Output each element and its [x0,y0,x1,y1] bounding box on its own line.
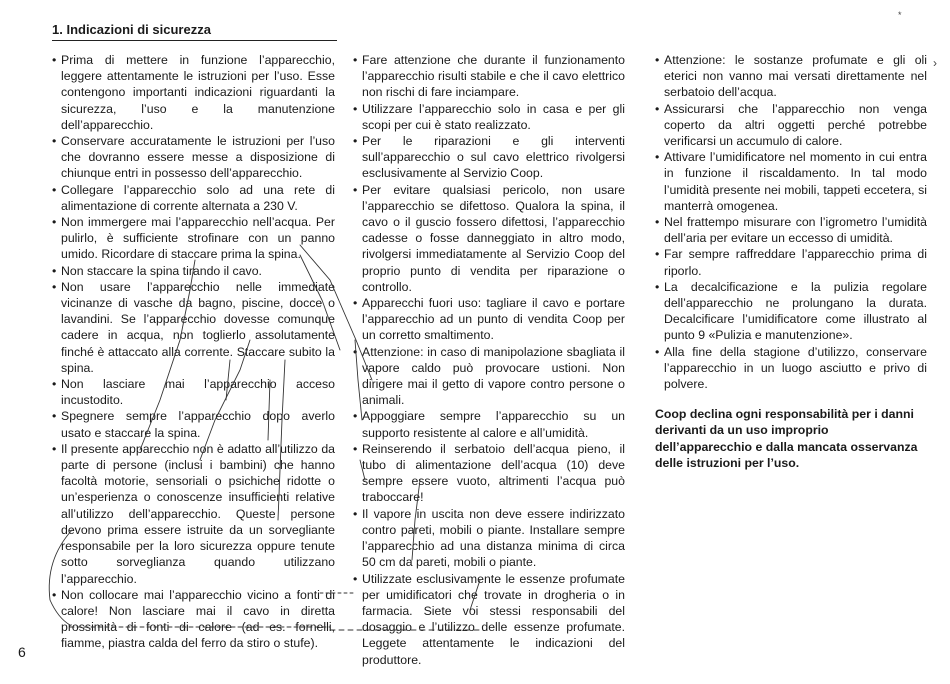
list-item: • Il presente apparecchio non è adatto all’utilizzo da parte di persone (inclusi i bambini) che hanno facoltà motorie, sensoriali o psichiche ridotte o un’esperienza o conoscenze insufficienti relative all’utilizzo dell’apparecchio. Queste persone devono prima essere istruite da un sorvegliante responsabile per la loro sicurezza oppure tenute sotto sorveglianza quando utilizzano l’apparecchio. [52,441,335,587]
list-item: • Far sempre raffreddare l’apparecchio prima di riporlo. [655,246,927,278]
stray-mark: › [933,56,937,70]
list-item: • Conservare accuratamente le istruzioni per l’uso che dovranno essere messe a disposizione di chiunque entri in possesso dell’apparecchio. [52,133,335,182]
list-item: • Non staccare la spina tirando il cavo. [52,263,335,279]
list-item: • Utilizzare l’apparecchio solo in casa e per gli scopi per cui è stato realizzato. [353,101,625,133]
list-item: • Attenzione: le sostanze profumate e gli oli eterici non vanno mai versati direttamente nel serbatoio dell’acqua. [655,52,927,101]
safety-list-middle [353,52,625,668]
stray-mark: * [898,10,902,20]
list-item: • Prima di mettere in funzione l’apparecchio, leggere attentamente le istruzioni per l’uso. Esse contengono importanti indicazioni riguardanti la sicurezza, l’uso e la manutenzione dell’apparecchio. [52,52,335,133]
list-item: • Reinserendo il serbatoio dell’acqua pieno, il tubo di alimentazione dell’acqua (10) deve sempre essere vuoto, altrimenti l’acqua può traboccare! [353,441,625,506]
list-item: • Attivare l’umidificatore nel momento in cui entra in funzione il riscaldamento. In tal modo l’umidità presente nei mobili, tappeti eccetera, si manterrà omogenea. [655,149,927,214]
list-item: • Attenzione: in caso di manipolazione sbagliata il vapore caldo può provocare ustioni. Non dirigere mai il getto di vapore contro persone o animali. [353,344,625,409]
list-item: • Apparecchi fuori uso: tagliare il cavo e portare l’apparecchio ad un punto di vendita Coop per un corretto smaltimento. [353,295,625,344]
list-item: • Per evitare qualsiasi pericolo, non usare l’apparecchio se difettoso. Qualora la spina, il cavo o il guscio fossero difettosi, l’apparecchio cadesse o fosse danneggiato in altro modo, rivolgersi immediatamente al Servizio Coop del proprio punto di vendita per riparazione o controllo. [353,182,625,295]
list-item: • La decalcificazione e la pulizia regolare dell’apparecchio ne prolungano la durata. Decalcificare l’umidificatore come illustrato al punto 9 «Pulizia e manutenzione». [655,279,927,344]
list-item: • Non collocare mai l’apparecchio vicino a fonti di calore! Non lasciare mai il cavo in diretta prossimità di fonti di calore (ad es. fornelli, fiamme, piastra calda del ferro da stiro o stufe). [52,587,335,652]
list-item: • Utilizzate esclusivamente le essenze profumate per umidificatori che trovate in drogheria o in farmacia. Siete voi stessi responsabili del dosaggio e l’utilizzo delle essenze profumate. Leggete attentamente le indicazioni del produttore. [353,571,625,668]
list-item: • Per le riparazioni e gli interventi sull’apparecchio o sul cavo elettrico rivolgersi esclusivamente al Servizio Coop. [353,133,625,182]
list-item: • Alla fine della stagione d’utilizzo, conservare l’apparecchio in un luogo asciutto e privo di polvere. [655,344,927,393]
page-number: 6 [18,644,26,660]
list-item: • Non lasciare mai l’apparecchio acceso incustodito. [52,376,335,408]
safety-list-left [52,52,335,652]
safety-list-right [655,52,927,392]
list-item: • Collegare l’apparecchio solo ad una rete di alimentazione di corrente alternata a 230 V. [52,182,335,214]
column-left [52,52,335,652]
list-item: • Fare attenzione che durante il funzionamento l’apparecchio risulti stabile e che il cavo elettrico non rischi di fare inciampare. [353,52,625,101]
list-item: • Assicurarsi che l’apparecchio non venga coperto da altri oggetti perché potrebbe verificarsi un accumulo di calore. [655,101,927,150]
list-item: • Non usare l’apparecchio nelle immediate vicinanze di vasche da bagno, piscine, docce o lavandini. Se l’apparecchio dovesse comunque cadere in acqua, non toglierlo assolutamente finché è attaccato alla corrente. Staccare subito la spina. [52,279,335,376]
list-item: • Il vapore in uscita non deve essere indirizzato contro pareti, mobili o piante. Installare sempre l’apparecchio ad una distanza minima di circa 50 cm da pareti, mobili o piante. [353,506,625,571]
list-item: • Nel frattempo misurare con l’igrometro l’umidità dell’aria per evitare un eccesso di umidità. [655,214,927,246]
list-item: • Spegnere sempre l’apparecchio dopo averlo usato e staccare la spina. [52,408,335,440]
list-item: • Appoggiare sempre l’apparecchio su un supporto resistente al calore e all’umidità. [353,408,625,440]
column-right [655,52,927,483]
section-title: 1. Indicazioni di sicurezza [52,22,337,41]
column-middle [353,52,625,668]
liability-disclaimer: Coop declina ogni responsabilità per i danni derivanti da un uso improprio dell’apparecchio e dalla mancata osservanza delle istruzioni per l’uso. [655,407,918,470]
list-item: • Non immergere mai l’apparecchio nell’acqua. Per pulirlo, è sufficiente strofinare con un panno umido. Ricordare di staccare prima la spina. [52,214,335,263]
